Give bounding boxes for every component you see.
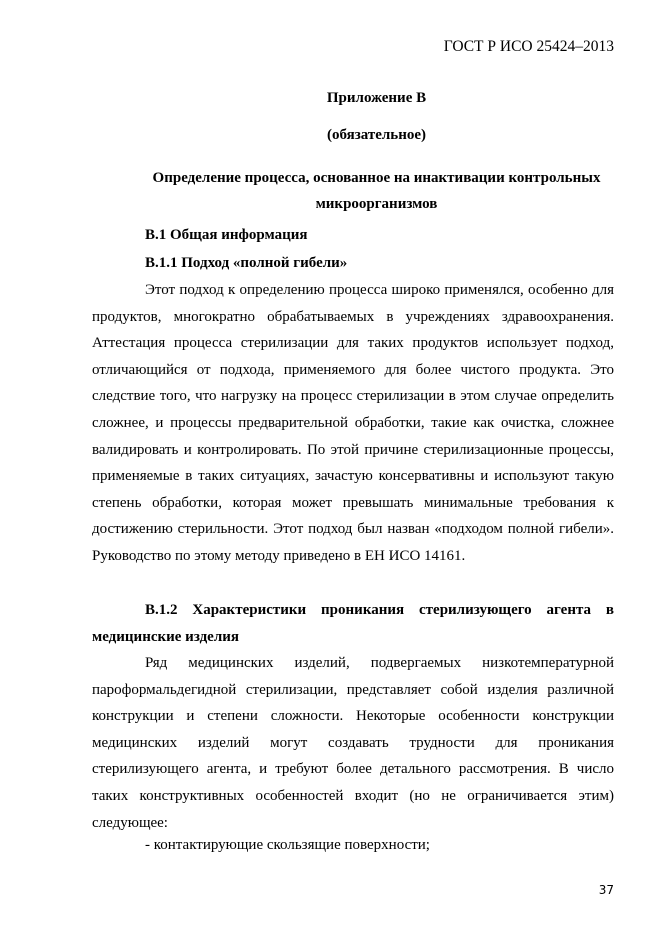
appendix-status: (обязательное)	[326, 127, 427, 143]
overkill-paragraph	[92, 277, 614, 570]
section-heading-penetration: В.1.2 Характеристики проникания стерилизующего агента в медицинские изделия	[92, 602, 614, 645]
appendix-heading-line-1: Определение процесса, основанное на инактивации контрольных	[152, 170, 601, 186]
page-number: 37	[598, 883, 614, 897]
appendix-heading-line-2: микроорганизмов	[315, 196, 438, 212]
penetration-paragraph-text: Ряд медицинских изделий, подвергаемых низкотемпературной пароформальдегидной стерилизации, представляет собой изделия различной конструкции и степени сложности. Некоторые особенности конструкции медицинских изделий могут создавать трудности для проникания стерилизующего агента, и требуют более детального рассмотрения. В число таких конструктивных особенностей входит (но не ограничивается этим) следующее:	[92, 655, 614, 831]
list-item: - контактирующие скользящие поверхности;	[145, 837, 430, 853]
penetration-paragraph	[92, 650, 614, 836]
section-heading-overkill: В.1.1 Подход «полной гибели»	[145, 255, 348, 271]
appendix-title: Приложение В	[326, 90, 427, 106]
section-heading-general: В.1 Общая информация	[145, 227, 308, 243]
document-standard-header: ГОСТ Р ИСО 25424–2013	[443, 38, 614, 55]
overkill-paragraph-text: Этот подход к определению процесса широко применялся, особенно для продуктов, многократно обрабатываемых в учреждениях здравоохранения. Аттестация процесса стерилизации для таких продуктов использует подход, отличающийся от подхода, применяемого для более чистого продукта. Это следствие того, что нагрузку на процесс стерилизации в этом случае определить сложнее, и процессы предварительной обработки, такие как очистка, сложнее валидировать и контролировать. По этой причине стерилизационные процессы, применяемые в таких ситуациях, зачастую консервативны и используют такую степень обработки, которая может превышать минимальные требования к достижению стерильности. Этот подход был назван «подходом полной гибели». Руководство по этому методу приведено в ЕН ИСО 14161.	[92, 282, 614, 564]
